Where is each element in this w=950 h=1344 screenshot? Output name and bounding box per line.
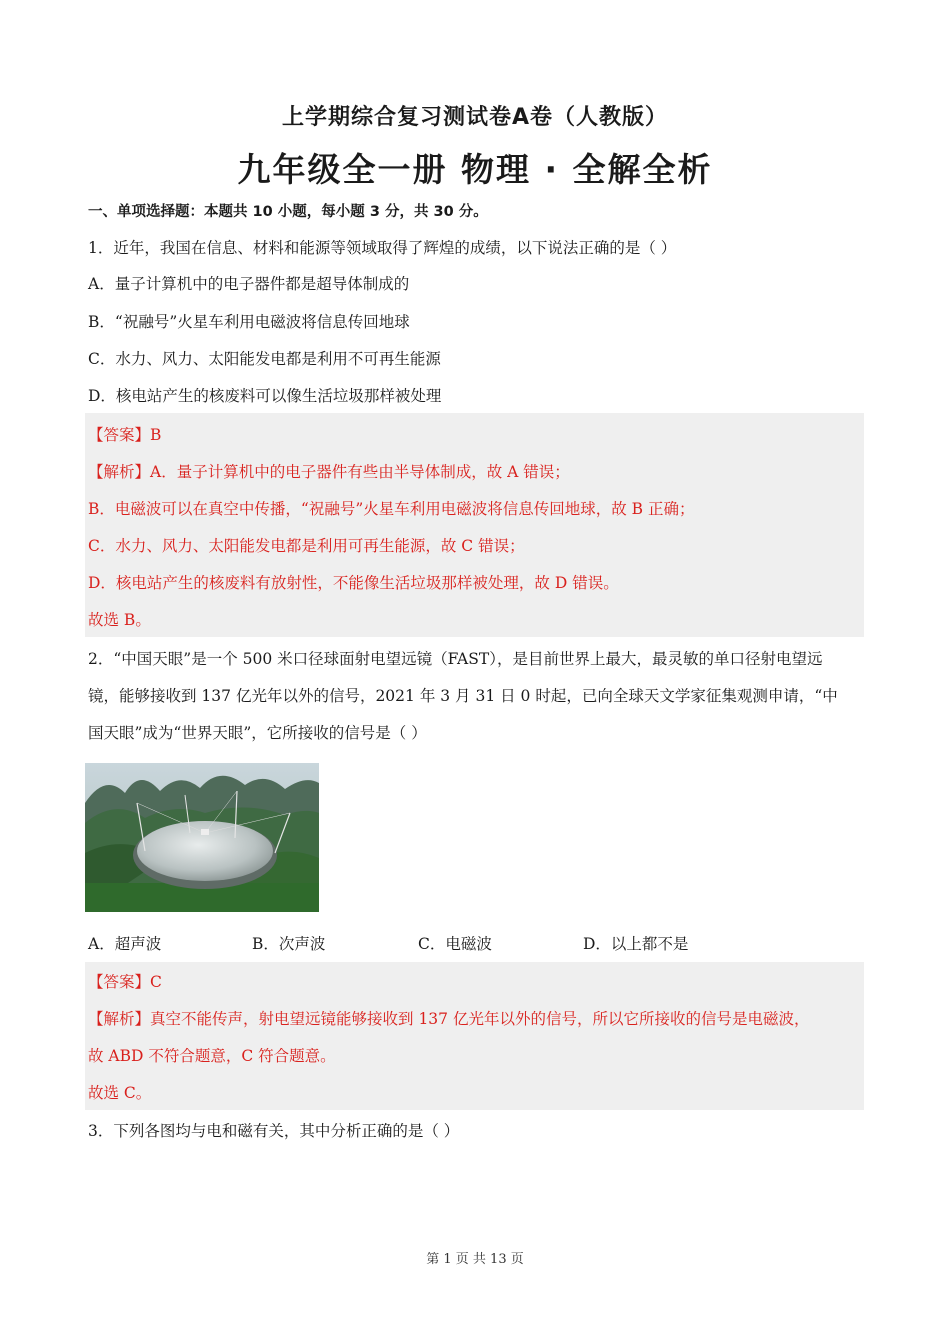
q2-stem-line-2: 镜，能够接收到 137 亿光年以外的信号，2021 年 3 月 31 日 0 时起，已向全球天文学家征集观测申请，“中 (88, 687, 838, 705)
q2-analysis-1 (88, 1009, 868, 1029)
q1-answer-box (85, 413, 864, 637)
answer-tag: 【答案】 (88, 426, 151, 444)
exam-subtitle: 九年级全一册 物理 · 全解全析 (237, 150, 713, 189)
answer-tag: 【答案】 (88, 973, 151, 991)
q1-option-b: B．“祝融号”火星车利用电磁波将信息传回地球 (88, 313, 410, 331)
q2-option-a: A．超声波 (88, 935, 162, 953)
q1-option-d: D．核电站产生的核废料可以像生活垃圾那样被处理 (88, 387, 442, 405)
q1-answer (88, 425, 868, 445)
q2-stem-line-3: 国天眼”成为“世界天眼”，它所接收的信号是（ ） (88, 724, 427, 742)
q2-answer (88, 972, 868, 992)
q2-stem-line-1: 2．“中国天眼”是一个 500 米口径球面射电望远镜（FAST），是目前世界上最大，最灵敏的单口径射电望远 (88, 650, 823, 668)
q3-stem: 3．下列各图均与电和磁有关，其中分析正确的是（ ） (88, 1122, 460, 1140)
analysis-text: 真空不能传声，射电望远镜能够接收到 137 亿光年以外的信号，所以它所接收的信号是电磁波， (150, 1010, 810, 1028)
answer-value: C (150, 973, 162, 991)
q2-analysis-2: 故 ABD 不符合题意，C 符合题意。 (88, 1047, 336, 1065)
q2-analysis-3: 故选 C。 (88, 1084, 152, 1102)
q1-stem: 1．近年，我国在信息、材料和能源等领域取得了辉煌的成绩，以下说法正确的是（ ） (88, 239, 677, 257)
section-heading: 一、单项选择题：本题共 10 小题，每小题 3 分，共 30 分。 (88, 204, 488, 220)
answer-value: B (150, 426, 162, 444)
q1-analysis-2: B．电磁波可以在真空中传播，“祝融号”火星车利用电磁波将信息传回地球，故 B 正确； (88, 500, 695, 518)
analysis-tag: 【解析】 (88, 463, 151, 481)
exam-title: 上学期综合复习测试卷A卷（人教版） (281, 105, 669, 130)
analysis-text: A．量子计算机中的电子器件有些由半导体制成，故 A 错误； (150, 463, 570, 481)
q1-analysis-3: C．水力、风力、太阳能发电都是利用可再生能源，故 C 错误； (88, 537, 525, 555)
q1-analysis-5: 故选 B。 (88, 611, 151, 629)
fast-telescope-photo (85, 763, 319, 912)
page-footer: 第 1 页 共 13 页 (426, 1252, 524, 1267)
q2-option-d: D．以上都不是 (583, 935, 689, 953)
q1-option-a: A．量子计算机中的电子器件都是超导体制成的 (88, 275, 410, 293)
q1-analysis-4: D．核电站产生的核废料有放射性，不能像生活垃圾那样被处理，故 D 错误。 (88, 574, 619, 592)
q1-analysis-1 (88, 462, 868, 482)
analysis-tag: 【解析】 (88, 1010, 151, 1028)
q2-option-c: C．电磁波 (418, 935, 492, 953)
q1-option-c: C．水力、风力、太阳能发电都是利用不可再生能源 (88, 350, 441, 368)
q2-option-b: B．次声波 (252, 935, 326, 953)
